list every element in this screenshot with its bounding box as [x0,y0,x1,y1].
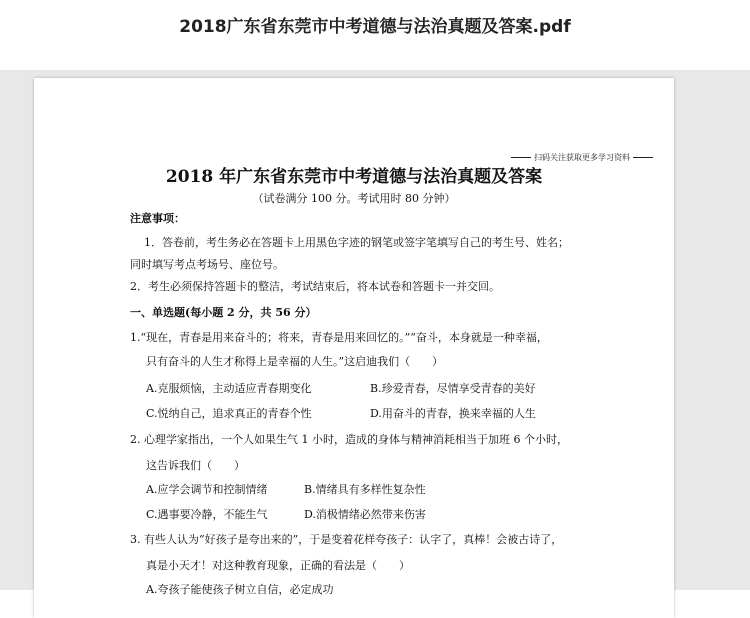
question-1: 1.“现在，青春是用来奋斗的；将来，青春是用来回忆的。”“奋斗，本身就是一种幸福， [130,331,548,344]
promo-note: 扫码关注获取更多学习资料 [508,152,656,163]
section-heading: 一、单选题(每小题 2 分，共 56 分） [130,306,317,319]
viewer-header [0,0,750,70]
q2-option-b: B.情绪具有多样性复杂性 [304,483,426,496]
document-filename: 2018广东省东莞市中考道德与法治真题及答案.pdf [179,17,571,37]
notice-item-1-cont: 同时填写考点考场号、座位号。 [130,258,284,271]
notice-heading: 注意事项： [130,212,185,225]
q1-option-a: A.克服烦恼，主动适应青春期变化 [146,382,312,395]
q2-option-a: A.应学会调节和控制情绪 [146,483,268,496]
exam-title: 2018 年广东省东莞市中考道德与法治真题及答案 [165,167,543,187]
exam-subtitle: （试卷满分 100 分。考试用时 80 分钟） [252,192,456,205]
question-1-cont: 只有奋斗的人生才称得上是幸福的人生。”这启迪我们（ ） [146,355,444,368]
question-2-cont: 这告诉我们（ ） [146,459,245,472]
q2-option-d: D.消极情绪必然带来伤害 [304,508,426,521]
notice-item-2: 2．考生必须保持答题卡的整洁，考试结束后，将本试卷和答题卡一并交回。 [130,280,500,293]
question-3: 3. 有些人认为“好孩子是夸出来的”，于是变着花样夸孩子：认字了，真棒！会被古诗了， [130,533,563,546]
q1-option-c: C.悦纳自己，追求真正的青春个性 [146,407,312,420]
q3-option-a: A.夸孩子能使孩子树立自信，必定成功 [146,583,334,596]
notice-item-1: 1．答卷前，考生务必在答题卡上用黑色字迹的钢笔或签字笔填写自己的考生号、姓名； [144,236,569,249]
q1-option-d: D.用奋斗的青春，换来幸福的人生 [370,407,536,420]
pdf-page [34,78,674,618]
question-2: 2. 心理学家指出，一个人如果生气 1 小时，造成的身体与精神消耗相当于加班 6 个小时， [130,433,568,446]
q2-option-c: C.遇事要冷静，不能生气 [146,508,268,521]
question-3-cont: 真是小天才！对这种教育现象，正确的看法是（ ） [146,559,410,572]
q1-option-b: B.珍爱青春，尽情享受青春的美好 [370,382,536,395]
